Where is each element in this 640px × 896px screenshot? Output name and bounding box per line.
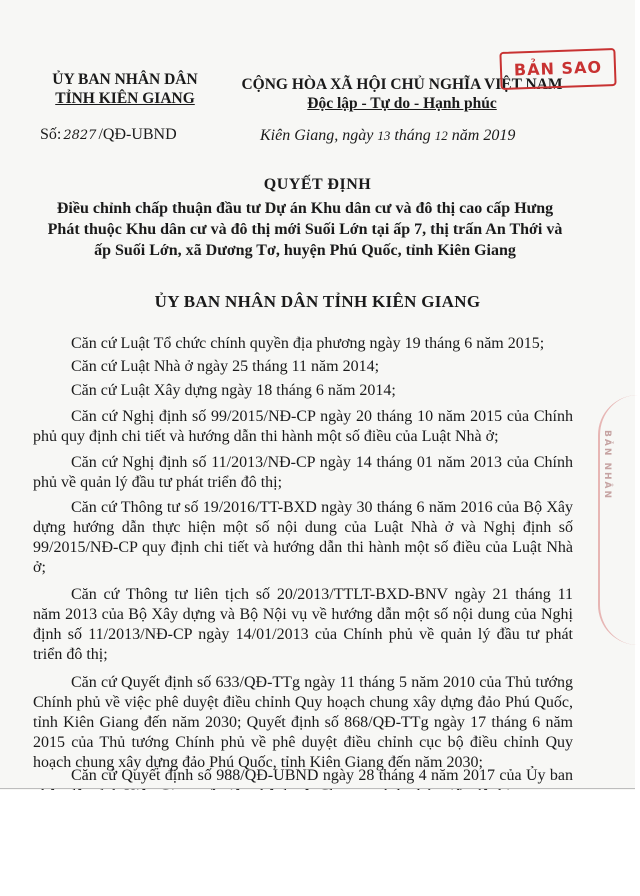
issuing-agency <box>20 70 230 108</box>
agency-line-1: ỦY BAN NHÂN DÂN <box>52 71 198 88</box>
paragraph <box>33 453 573 493</box>
document-number <box>40 126 177 144</box>
subject-line-3: ấp Suối Lớn, xã Dương Tơ, huyện Phú Quốc, tỉnh Kiên Giang <box>94 242 516 259</box>
side-seal-text: BẢN NHÂN <box>602 430 612 501</box>
nation-line-1: CỘNG HÒA XÃ HỘI CHỦ NGHĨA VIỆT NAM <box>241 76 563 93</box>
date-line <box>260 127 515 145</box>
paragraph-text: Căn cứ Luật Xây dựng ngày 18 tháng 6 năm 2014; <box>71 382 396 399</box>
paragraph-text: Căn cứ Thông tư liên tịch số 20/2013/TTLT-BXD-BNV ngày 21 tháng 11 năm 2013 của Bộ Xây dựng và Bộ Nội vụ về hướng dẫn một số nội dung của Nghị định số 11/2013/NĐ-CP ngày 14/01/2013 của Chính phủ về quản lý đầu tư phát triển đô thị; <box>33 586 573 663</box>
paragraph-text: Căn cứ Nghị định số 11/2013/NĐ-CP ngày 14 tháng 01 năm 2013 của Chính phủ về quản lý đầu tư phát triển đô thị; <box>33 454 573 491</box>
paragraph <box>33 407 573 447</box>
paragraph <box>33 498 573 578</box>
paragraph-text: Căn cứ Luật Nhà ở ngày 25 tháng 11 năm 2014; <box>71 358 380 375</box>
paragraph-text: Căn cứ Nghị định số 99/2015/NĐ-CP ngày 20 tháng 10 năm 2015 của Chính phủ quy định chi tiết và hướng dẫn thi hành một số điều của Luật Nhà ở; <box>33 408 573 445</box>
paragraph-text: Căn cứ Luật Tổ chức chính quyền địa phương ngày 19 tháng 6 năm 2015; <box>71 335 545 352</box>
subject-line-1: Điều chỉnh chấp thuận đầu tư Dự án Khu dân cư và đô thị cao cấp Hưng <box>56 200 554 217</box>
paragraph <box>33 673 573 773</box>
date-text-1: Kiên Giang, ngày <box>260 127 374 144</box>
doc-no-handwritten: 2827 <box>63 128 97 143</box>
date-text-2: tháng <box>394 127 431 144</box>
issuing-authority: ỦY BAN NHÂN DÂN TỈNH KIÊN GIANG <box>154 292 481 311</box>
doc-no-prefix: Số: <box>40 126 62 143</box>
paragraph-text: Căn cứ Thông tư số 19/2016/TT-BXD ngày 30 tháng 6 năm 2016 của Bộ Xây dựng hướng dẫn thực hiện một số nội dung của Luật Nhà ở và Nghị định số 99/2015/NĐ-CP quy định chi tiết và hướng dẫn thi hành một số điều của Luật Nhà ở; <box>33 499 573 576</box>
paragraph <box>33 334 573 354</box>
document-title: QUYẾT ĐỊNH <box>263 176 372 193</box>
doc-no-suffix: /QĐ-UBND <box>98 126 177 143</box>
paragraph-text: Căn cứ Quyết định số 988/QĐ-UBND ngày 28 tháng 4 năm 2017 của Ủy ban <box>71 767 573 784</box>
paragraph <box>33 585 573 665</box>
date-month: 12 <box>434 128 448 143</box>
paragraph-text: Căn cứ Quyết định số 633/QĐ-TTg ngày 11 tháng 5 năm 2010 của Thủ tướng Chính phủ về việc phê duyệt điều chỉnh Quy hoạch chung xây dựng đảo Phú Quốc, tỉnh Kiên Giang đến năm 2030; Quyết định số 868/QĐ-TTg ngày 17 tháng 6 năm 2015 của Thủ tướng Chính phủ về phê duyệt điều chỉnh cục bộ điều chỉnh Quy hoạch chung xây dựng đảo Phú Quốc, tỉnh Kiên Giang đến năm 2030; <box>33 674 573 771</box>
copy-stamp: BẢN SAO <box>499 48 616 90</box>
nation-line-2: Độc lập - Tự do - Hạnh phúc <box>307 95 497 112</box>
date-day: 13 <box>377 128 391 143</box>
page-edge <box>0 788 635 789</box>
paragraph <box>33 357 573 377</box>
agency-line-2: TỈNH KIÊN GIANG <box>55 90 195 107</box>
blank-area <box>0 790 635 896</box>
document-subject <box>40 198 570 261</box>
paragraph <box>33 381 573 401</box>
date-text-3: năm 2019 <box>451 127 516 144</box>
subject-line-2: Phát thuộc Khu dân cư và đô thị mới Suối Lớn tại ấp 7, thị trấn An Thới và <box>47 221 563 238</box>
